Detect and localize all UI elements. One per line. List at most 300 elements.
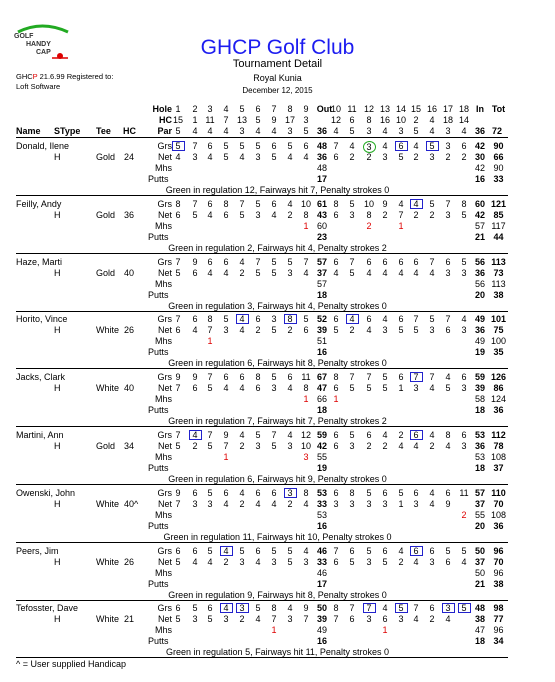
- putts-out: 23: [316, 231, 327, 242]
- gross-score: 5: [255, 603, 261, 614]
- hole-number: 9: [303, 104, 309, 114]
- net-score: 5: [382, 556, 388, 567]
- gross-score: 7: [366, 372, 372, 383]
- putts-out: 16: [316, 347, 327, 358]
- gross-score: 5: [366, 487, 372, 498]
- mhs-tot: 108: [490, 509, 507, 520]
- gross-score: 6: [445, 487, 451, 498]
- hole-number: 15: [410, 104, 421, 114]
- net-score: 4: [413, 614, 419, 625]
- gross-score: 5: [192, 603, 198, 614]
- hole-number: 13: [379, 104, 390, 114]
- gross-score: 6: [207, 603, 213, 614]
- gross-score: 7: [363, 603, 376, 613]
- net-score: 1: [398, 383, 404, 394]
- net-out: 33: [316, 498, 327, 509]
- player-tee: Gold: [96, 152, 116, 162]
- mhs-score: 2: [461, 509, 467, 520]
- net-score: 6: [303, 325, 309, 336]
- net-tot: 78: [493, 441, 504, 451]
- net-in: 38: [474, 614, 485, 625]
- header-divider: [16, 137, 508, 138]
- gross-score: 6: [349, 545, 355, 556]
- net-tot: 75: [493, 325, 504, 336]
- mhs-in: 57: [474, 220, 485, 231]
- grs-label: Grs: [157, 372, 172, 383]
- net-score: 3: [413, 383, 419, 394]
- net-score: 6: [333, 152, 339, 162]
- gross-score: 7: [349, 603, 355, 614]
- gross-tot: 121: [490, 198, 507, 209]
- putts-tot: 38: [493, 289, 504, 300]
- mhs-out: 51: [316, 336, 327, 347]
- footnote: ^ = User supplied Handicap: [16, 659, 127, 669]
- net-score: 4: [382, 267, 388, 278]
- putts-out: 18: [316, 289, 327, 300]
- net-score: 4: [223, 383, 229, 394]
- net-score: 7: [223, 441, 229, 451]
- gross-score: 5: [207, 545, 213, 556]
- net-score: 7: [333, 614, 339, 625]
- net-score: 3: [271, 383, 277, 394]
- net-score: 6: [445, 556, 451, 567]
- svg-text:CAP: CAP: [36, 49, 51, 56]
- mhs-label: Mhs: [154, 452, 172, 462]
- player-tee: Gold: [96, 209, 116, 220]
- net-score: 5: [175, 614, 181, 625]
- gross-out: 57: [316, 256, 327, 267]
- mhs-label: Mhs: [154, 509, 172, 520]
- mhs-score: 1: [398, 220, 404, 231]
- net-score: 4: [333, 267, 339, 278]
- net-score: 2: [349, 325, 355, 336]
- net-label: Net: [157, 267, 172, 278]
- net-label: Net: [157, 441, 172, 451]
- gross-score: 7: [175, 314, 181, 325]
- mhs-in: 55: [474, 509, 485, 520]
- putts-tot: 33: [493, 174, 504, 184]
- net-score: 8: [366, 209, 372, 220]
- hole-handicap: 5: [255, 115, 261, 125]
- gross-score: 7: [192, 141, 198, 151]
- gross-score: 4: [287, 198, 293, 209]
- hole-par: 4: [429, 126, 435, 136]
- mhs-out: 49: [316, 625, 327, 636]
- gross-out: 50: [316, 603, 327, 614]
- mhs-in: 47: [474, 625, 485, 636]
- putts-in: 20: [474, 520, 485, 531]
- putts-out: 16: [316, 520, 327, 531]
- player-stype: H: [54, 498, 61, 509]
- gross-tot: 126: [490, 372, 507, 383]
- net-score: 3: [413, 498, 419, 509]
- net-tot: 86: [493, 383, 504, 394]
- net-score: 5: [271, 441, 277, 451]
- net-score: 4: [175, 152, 181, 162]
- mhs-label: Mhs: [154, 394, 172, 405]
- gross-score: 4: [189, 430, 202, 440]
- gross-score: 7: [413, 314, 419, 325]
- player-hc: 26: [124, 325, 135, 336]
- net-score: 2: [239, 498, 245, 509]
- putts-tot: 37: [493, 463, 504, 473]
- net-score: 3: [429, 556, 435, 567]
- gross-score: 6: [366, 314, 372, 325]
- net-score: 3: [303, 556, 309, 567]
- gross-score: 6: [333, 256, 339, 267]
- grs-label: Grs: [157, 141, 172, 151]
- hole-number: 12: [363, 104, 374, 114]
- mhs-tot: 117: [491, 220, 506, 231]
- gross-score: 6: [461, 141, 467, 151]
- net-score: 4: [429, 498, 435, 509]
- player-summary: Green in regulation 11, Fairways hit 10, Penalty strokes 0: [163, 531, 392, 542]
- net-score: 5: [349, 556, 355, 567]
- gross-score: 4: [287, 430, 293, 440]
- gross-score: 6: [429, 545, 435, 556]
- net-score: 3: [287, 441, 293, 451]
- hole-number: 5: [239, 104, 245, 114]
- net-score: 3: [287, 267, 293, 278]
- player-name: Peers, Jim: [16, 545, 59, 556]
- net-score: 2: [255, 325, 261, 336]
- net-label: Net: [157, 325, 172, 336]
- player-stype: H: [54, 325, 61, 336]
- net-score: 4: [303, 267, 309, 278]
- gross-out: 48: [316, 141, 327, 151]
- net-score: 5: [349, 267, 355, 278]
- hole-handicap: 17: [284, 115, 295, 125]
- gross-score: 5: [255, 141, 261, 151]
- net-score: 4: [445, 614, 451, 625]
- net-score: 4: [429, 267, 435, 278]
- putts-label: Putts: [148, 174, 169, 184]
- net-out: 43: [316, 209, 327, 220]
- gross-score: 7: [255, 256, 261, 267]
- player-name: Horito, Vince: [16, 314, 68, 325]
- putts-in: 18: [474, 463, 485, 473]
- hole-handicap: 9: [271, 115, 277, 125]
- net-score: 5: [223, 152, 229, 162]
- mhs-in: 42: [474, 163, 485, 173]
- gross-score: 6: [239, 372, 245, 383]
- gross-score: 4: [398, 545, 404, 556]
- net-score: 2: [239, 614, 245, 625]
- hole-handicap: 1: [192, 115, 198, 125]
- net-out: 33: [316, 556, 327, 567]
- putts-label: Putts: [148, 347, 169, 358]
- player-summary: Green in regulation 5, Fairways hit 11, Penalty strokes 0: [166, 647, 389, 658]
- net-score: 3: [461, 383, 467, 394]
- hole-par: 3: [239, 126, 245, 136]
- putts-in: 21: [474, 231, 485, 242]
- mhs-out: 57: [316, 278, 327, 289]
- gross-score: 4: [445, 372, 451, 383]
- net-score: 3: [429, 152, 435, 162]
- gross-score: 5: [287, 141, 293, 151]
- net-score: 4: [429, 383, 435, 394]
- putts-out: 16: [316, 636, 327, 647]
- svg-text:HANDY: HANDY: [26, 41, 51, 48]
- net-score: 3: [398, 614, 404, 625]
- mhs-score: 1: [333, 394, 339, 405]
- net-score: 4: [255, 498, 261, 509]
- net-score: 4: [271, 498, 277, 509]
- net-in: 39: [474, 383, 485, 394]
- net-score: 2: [287, 498, 293, 509]
- net-score: 8: [303, 383, 309, 394]
- net-score: 7: [175, 383, 181, 394]
- par-header: Par: [157, 126, 172, 136]
- gross-score: 6: [366, 430, 372, 440]
- gross-in: 56: [474, 256, 485, 267]
- player-tee: White: [96, 383, 120, 394]
- gross-score: 6: [395, 141, 408, 151]
- mhs-label: Mhs: [154, 567, 172, 578]
- gross-score: 5: [349, 198, 355, 209]
- net-score: 5: [207, 614, 213, 625]
- gross-score: 5: [255, 198, 261, 209]
- net-score: 5: [445, 383, 451, 394]
- gross-score: 7: [271, 430, 277, 440]
- net-score: 4: [445, 441, 451, 451]
- net-score: 5: [175, 441, 181, 451]
- net-score: 5: [271, 267, 277, 278]
- tee-header: Tee: [96, 126, 111, 136]
- putts-in: 18: [474, 636, 485, 647]
- net-score: 4: [255, 614, 261, 625]
- gross-score: 4: [220, 546, 233, 556]
- net-score: 6: [223, 209, 229, 220]
- gross-score: 4: [382, 314, 388, 325]
- gross-out: 53: [316, 487, 327, 498]
- net-in: 36: [474, 267, 485, 278]
- gross-score: 8: [175, 198, 181, 209]
- hole-par: 4: [333, 126, 339, 136]
- player-hc: 34: [124, 441, 135, 451]
- net-score: 5: [271, 325, 277, 336]
- putts-label: Putts: [148, 231, 169, 242]
- net-score: 3: [239, 556, 245, 567]
- net-score: 4: [207, 556, 213, 567]
- player-name: Tefosster, Dave: [16, 603, 79, 614]
- net-score: 4: [366, 267, 372, 278]
- net-score: 3: [461, 441, 467, 451]
- net-score: 6: [192, 267, 198, 278]
- gross-score: 3: [363, 141, 376, 153]
- gross-score: 5: [255, 430, 261, 440]
- net-score: 2: [349, 152, 355, 162]
- stype-header: SType: [54, 126, 81, 136]
- player-divider: [16, 311, 508, 312]
- gross-score: 6: [192, 487, 198, 498]
- gross-tot: 98: [493, 603, 504, 614]
- gross-in: 48: [474, 603, 485, 614]
- player-summary: Green in regulation 2, Fairways hit 4, Penalty strokes 2: [168, 242, 387, 253]
- player-name: Jacks, Clark: [16, 372, 66, 383]
- gross-score: 6: [333, 314, 339, 325]
- player-divider: [16, 484, 508, 485]
- net-score: 3: [445, 267, 451, 278]
- net-score: 5: [398, 152, 404, 162]
- gross-score: 5: [458, 603, 471, 613]
- net-score: 3: [333, 498, 339, 509]
- gross-score: 9: [223, 430, 229, 440]
- net-score: 4: [239, 383, 245, 394]
- gross-score: 9: [303, 603, 309, 614]
- gross-score: 4: [346, 314, 359, 324]
- hole-number: 3: [207, 104, 213, 114]
- gross-score: 7: [207, 372, 213, 383]
- hole-handicap: 13: [236, 115, 247, 125]
- player-tee: White: [96, 325, 120, 336]
- net-out: 36: [316, 152, 327, 162]
- net-score: 3: [349, 498, 355, 509]
- gross-in: 57: [474, 487, 485, 498]
- net-tot: 77: [493, 614, 504, 625]
- gross-score: 12: [300, 430, 311, 440]
- gross-score: 6: [207, 141, 213, 151]
- hole-handicap: 4: [429, 115, 435, 125]
- net-score: 3: [366, 614, 372, 625]
- gross-score: 6: [382, 545, 388, 556]
- net-score: 3: [382, 325, 388, 336]
- hole-number: 14: [395, 104, 406, 114]
- net-score: 4: [192, 325, 198, 336]
- hole-handicap: 8: [366, 115, 372, 125]
- gross-score: 3: [442, 603, 455, 613]
- mhs-tot: 100: [490, 336, 507, 347]
- gross-score: 4: [382, 430, 388, 440]
- hole-number: 10: [330, 104, 341, 114]
- net-score: 5: [207, 441, 213, 451]
- mhs-label: Mhs: [154, 625, 172, 636]
- net-score: 6: [445, 325, 451, 336]
- gross-score: 4: [413, 141, 419, 151]
- player-hc: 26: [124, 556, 135, 567]
- gross-score: 10: [300, 198, 311, 209]
- hole-par: 5: [413, 126, 419, 136]
- net-score: 2: [461, 152, 467, 162]
- net-score: 6: [333, 556, 339, 567]
- net-score: 2: [382, 209, 388, 220]
- mhs-label: Mhs: [154, 163, 172, 173]
- mhs-tot: 108: [490, 452, 507, 462]
- gross-score: 6: [413, 256, 419, 267]
- out-header: Out: [316, 104, 333, 114]
- player-divider: [16, 426, 508, 427]
- mhs-out: 46: [316, 567, 327, 578]
- gross-score: 6: [223, 256, 229, 267]
- gross-score: 7: [239, 198, 245, 209]
- net-score: 4: [192, 556, 198, 567]
- par-tot: 72: [491, 126, 502, 136]
- grs-label: Grs: [157, 256, 172, 267]
- player-hc: 21: [124, 614, 135, 625]
- player-divider: [16, 195, 508, 196]
- gross-score: 7: [349, 372, 355, 383]
- net-score: 5: [255, 267, 261, 278]
- hole-number: 7: [271, 104, 277, 114]
- net-score: 2: [429, 614, 435, 625]
- net-score: 7: [175, 498, 181, 509]
- gross-score: 5: [239, 141, 245, 151]
- gross-score: 8: [284, 314, 297, 324]
- player-hc: 24: [124, 152, 135, 162]
- net-score: 2: [382, 441, 388, 451]
- gross-score: 4: [429, 487, 435, 498]
- hole-par: 3: [398, 126, 404, 136]
- hc-header: HC: [159, 115, 172, 125]
- gross-score: 2: [398, 430, 404, 440]
- putts-out: 17: [316, 174, 327, 184]
- net-score: 7: [271, 614, 277, 625]
- gross-score: 8: [349, 487, 355, 498]
- gross-score: 9: [175, 487, 181, 498]
- gross-score: 5: [271, 372, 277, 383]
- mhs-in: 50: [474, 567, 485, 578]
- hole-handicap: 2: [413, 115, 419, 125]
- net-score: 5: [271, 152, 277, 162]
- putts-label: Putts: [148, 405, 169, 416]
- putts-out: 18: [316, 405, 327, 416]
- net-tot: 73: [493, 267, 504, 278]
- net-score: 2: [413, 152, 419, 162]
- gross-score: 5: [271, 256, 277, 267]
- gross-score: 5: [429, 314, 435, 325]
- net-score: 5: [287, 556, 293, 567]
- net-score: 4: [207, 152, 213, 162]
- gross-score: 7: [445, 198, 451, 209]
- gross-score: 6: [413, 487, 419, 498]
- mhs-score: 1: [303, 394, 309, 405]
- gross-score: 4: [410, 199, 423, 209]
- gross-score: 7: [303, 256, 309, 267]
- net-in: 36: [474, 441, 485, 451]
- player-stype: H: [54, 556, 61, 567]
- gross-score: 7: [429, 372, 435, 383]
- player-name: Donald, Ilene: [16, 141, 70, 151]
- gross-score: 6: [255, 545, 261, 556]
- player-name: Owenski, John: [16, 487, 76, 498]
- course-name: Royal Kunia: [253, 73, 302, 83]
- net-score: 2: [413, 209, 419, 220]
- mhs-tot: 113: [491, 278, 506, 289]
- gross-score: 8: [223, 198, 229, 209]
- net-tot: 66: [493, 152, 504, 162]
- mhs-score: 1: [223, 452, 229, 462]
- net-score: 10: [300, 441, 311, 451]
- net-score: 6: [382, 614, 388, 625]
- grs-label: Grs: [157, 314, 172, 325]
- player-stype: H: [54, 209, 61, 220]
- player-summary: Green in regulation 7, Fairways hit 7, Penalty strokes 2: [168, 416, 387, 427]
- player-stype: H: [54, 152, 61, 162]
- hole-number: 17: [442, 104, 453, 114]
- net-score: 4: [398, 267, 404, 278]
- gross-score: 5: [239, 545, 245, 556]
- putts-out: 17: [316, 578, 327, 589]
- hole-par: 4: [382, 126, 388, 136]
- mhs-tot: 90: [493, 163, 504, 173]
- net-score: 3: [429, 325, 435, 336]
- net-score: 2: [429, 209, 435, 220]
- putts-label: Putts: [148, 636, 169, 647]
- grs-label: Grs: [157, 545, 172, 556]
- hole-number: 4: [223, 104, 229, 114]
- gross-score: 4: [429, 430, 435, 440]
- hole-header: Hole: [152, 104, 172, 114]
